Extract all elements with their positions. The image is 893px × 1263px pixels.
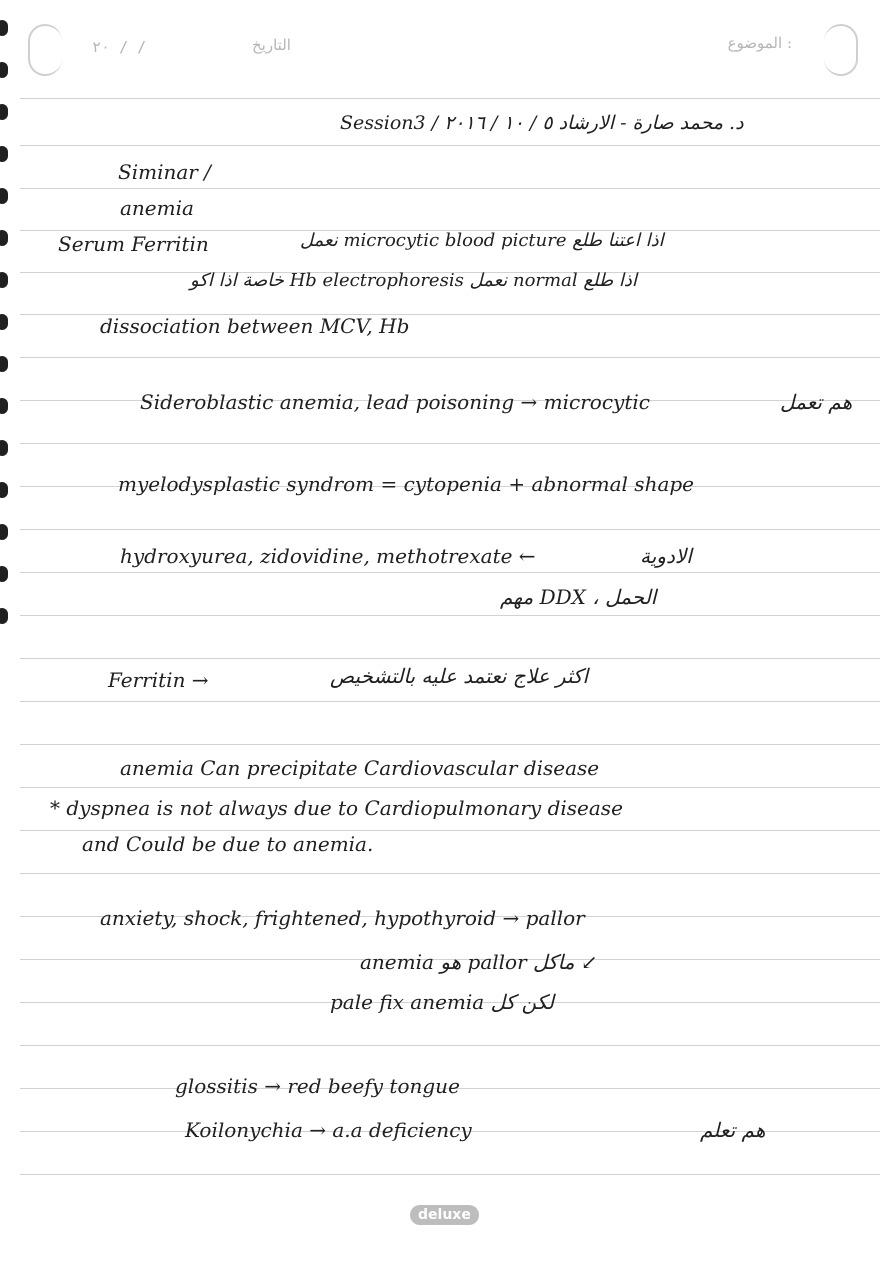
ruled-line — [20, 787, 880, 788]
anemia-heading: anemia — [120, 196, 194, 220]
sideroblastic-line: Sideroblastic anemia, lead poisoning → microcytic — [140, 390, 650, 414]
ruled-line — [20, 615, 880, 616]
spiral-binding — [0, 20, 14, 660]
ruled-line — [20, 98, 880, 99]
ornament-right-icon — [824, 24, 858, 76]
ruled-line — [20, 873, 880, 874]
ddx-line: الحمل ، DDX مهم — [500, 585, 657, 609]
subject-label: الموضوع : — [727, 34, 792, 52]
ruled-line — [20, 357, 880, 358]
dissociation-line: dissociation between MCV, Hb — [100, 314, 410, 338]
serum-ferritin-text: Serum Ferritin — [58, 232, 209, 256]
page-header — [22, 14, 882, 86]
session-line: Session3 / د. محمد صارة - الارشاد ٥ / ١٠ / ٢٠١٦ — [340, 112, 744, 134]
cardio-line-3: and Could be due to anemia. — [82, 832, 374, 856]
ruled-line — [20, 744, 880, 745]
pallor-line-3: لكن كل pale fix anemia — [330, 990, 554, 1014]
ruled-line — [20, 188, 880, 189]
ruled-line — [20, 701, 880, 702]
sideroblastic-ar: هم تعمل — [780, 390, 853, 414]
ferritin-arrow-line: Ferritin → — [108, 668, 209, 692]
ruled-line — [20, 658, 880, 659]
ornament-left-icon — [28, 24, 62, 76]
ruled-line — [20, 1174, 880, 1175]
ruled-line — [20, 1045, 880, 1046]
ruled-line — [20, 443, 880, 444]
hb-electrophoresis-note: اذا طلع normal نعمل Hb electrophoresis خاصة اذا اكو — [190, 270, 637, 291]
pallor-line-2: ↙ ماكل pallor هو anemia — [360, 950, 598, 974]
drugs-ar: الادوية — [640, 544, 692, 568]
pallor-line-1: anxiety, shock, frightened, hypothyroid → pallor — [100, 906, 585, 930]
drugs-line: hydroxyurea, zidovidine, methotrexate ← — [120, 544, 536, 568]
ruled-line — [20, 572, 880, 573]
cardio-line-1: anemia Can precipitate Cardiovascular disease — [120, 756, 600, 780]
ruled-line — [20, 830, 880, 831]
siminar-heading: Siminar / — [118, 160, 211, 184]
ruled-line — [20, 145, 880, 146]
microcytic-note: اذا اعتنا طلع microcytic blood picture نعمل — [300, 230, 664, 251]
ferritin-note-ar: اكثر علاج نعتمد عليه بالتشخيص — [330, 664, 589, 688]
koilonychia-ar: هم تعلم — [700, 1118, 766, 1142]
cardio-line-2: * dyspnea is not always due to Cardiopulmonary disease — [50, 796, 623, 820]
ruled-line — [20, 529, 880, 530]
glossitis-line: glossitis → red beefy tongue — [175, 1074, 460, 1098]
date-fields: ٢٠ / / — [92, 38, 147, 56]
date-label: التاريخ — [252, 36, 291, 54]
brand-logo: deluxe — [410, 1205, 479, 1225]
myelodysplastic-line: myelodysplastic syndrom = cytopenia + abnormal shape — [118, 472, 695, 496]
koilonychia-line: Koilonychia → a.a deficiency — [185, 1118, 472, 1142]
